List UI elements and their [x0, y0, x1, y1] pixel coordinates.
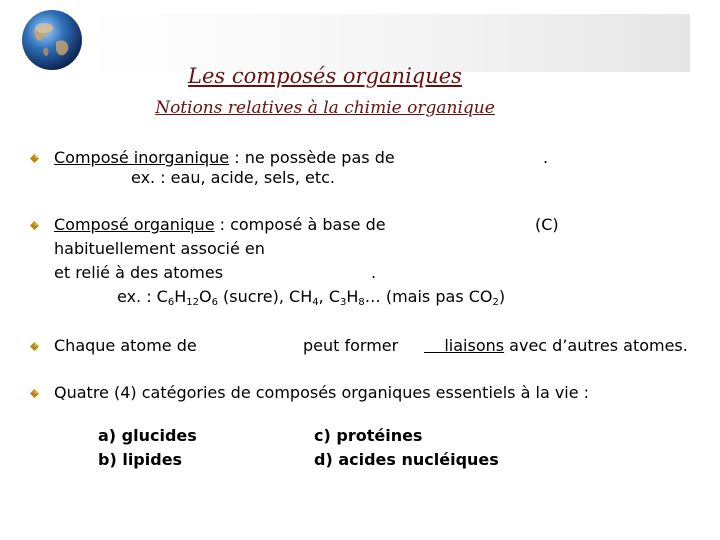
bullet-4-text: Quatre (4) catégories de composés organiques essentiels à la vie :	[54, 383, 590, 402]
bullet-3-part1: Chaque atome de	[54, 336, 197, 355]
bullet-icon	[30, 154, 39, 163]
category-item: b) lipides	[98, 450, 183, 469]
bullet-2-line	[54, 215, 386, 235]
bullet-2-line2: habituellement associé en	[54, 239, 265, 258]
bullet-icon	[30, 342, 39, 351]
page-title: Les composés organiques	[188, 64, 462, 88]
bullet-2-line3-trail: .	[371, 263, 377, 282]
category-item: d) acides nucléiques	[314, 450, 499, 469]
carbon-symbol: (C)	[535, 215, 559, 234]
page-subtitle: Notions relatives à la chimie organique	[155, 98, 495, 118]
bullet-1-line	[54, 148, 395, 168]
bullet-1-text: : ne possède pas de	[229, 148, 395, 167]
globe-icon	[20, 8, 84, 72]
term-organic: Composé organique	[54, 215, 215, 234]
bullet-2-formulas: ex. : $C_6H_{12}O_6$ (sucre), $CH_4$, $C_3H_8\dots$ (mais pas $CO_2$)	[117, 287, 506, 308]
category-item: c) protéines	[314, 426, 423, 445]
bullet-1-example: ex. : eau, acide, sels, etc.	[131, 168, 335, 187]
bullet-1-trail: .	[543, 148, 549, 167]
bullet-3-part3: liaisons avec d’autres atomes.	[444, 336, 688, 355]
link-liaisons: liaisons	[444, 336, 505, 355]
bullet-2-text: : composé à base de	[214, 215, 386, 234]
bullet-icon	[30, 221, 39, 230]
bullet-icon	[30, 389, 39, 398]
term-inorganic: Composé inorganique	[54, 148, 230, 167]
category-item: a) glucides	[98, 426, 197, 445]
bullet-3-part2: peut former	[303, 336, 399, 355]
bullet-2-line3: et relié à des atomes	[54, 263, 224, 282]
